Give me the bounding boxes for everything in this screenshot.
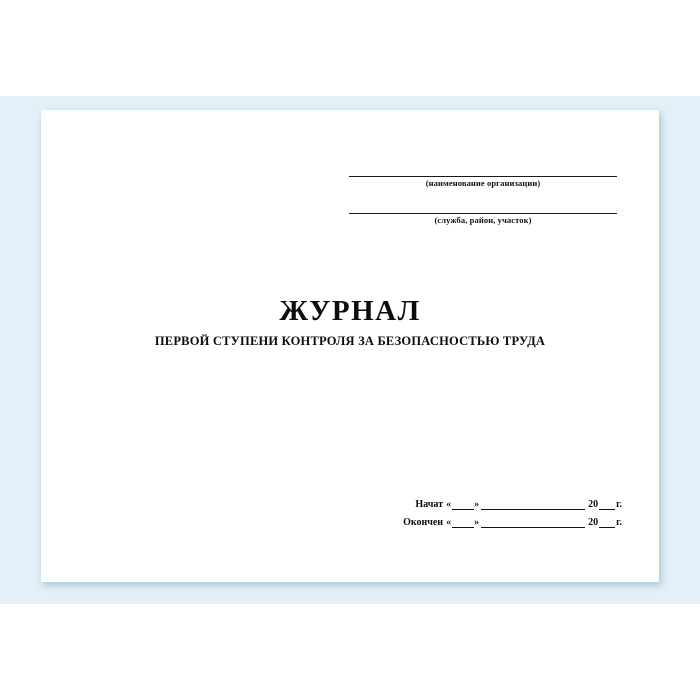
start-date-quote-close: »	[474, 499, 480, 510]
organization-name-caption: (наименование организации)	[425, 178, 541, 188]
finish-date-row	[362, 510, 622, 528]
organization-header-block	[349, 162, 617, 226]
title-block	[41, 295, 659, 349]
finish-date-day-field[interactable]	[452, 516, 474, 528]
start-date-year-suffix: г.	[616, 499, 622, 510]
document-sheet	[41, 110, 659, 582]
finish-date-year-suffix: г.	[616, 517, 622, 528]
start-date-day-field[interactable]	[452, 498, 474, 510]
unit-name-caption: (служба, район, участок)	[434, 215, 532, 225]
start-date-year-prefix: 20	[588, 499, 599, 510]
page-title: ЖУРНАЛ	[279, 295, 421, 327]
start-date-year-field[interactable]	[599, 498, 615, 510]
backdrop-top-band	[0, 0, 700, 96]
finish-date-year-field[interactable]	[599, 516, 615, 528]
start-date-label: Начат	[415, 499, 444, 510]
finish-date-month-field[interactable]	[481, 516, 585, 528]
organization-name-line[interactable]	[349, 162, 617, 177]
start-date-month-field[interactable]	[481, 498, 585, 510]
backdrop-bottom-band	[0, 604, 700, 700]
start-date-quote-open: «	[446, 499, 452, 510]
header-spacer	[349, 189, 617, 199]
finish-date-quote-close: »	[474, 517, 480, 528]
finish-date-quote-open: «	[446, 517, 452, 528]
dates-block	[362, 492, 622, 528]
finish-date-label: Окончен	[403, 517, 444, 528]
start-date-row	[362, 492, 622, 510]
page-subtitle: ПЕРВОЙ СТУПЕНИ КОНТРОЛЯ ЗА БЕЗОПАСНОСТЬЮ ТРУДА	[154, 334, 546, 348]
finish-date-year-prefix: 20	[588, 517, 599, 528]
unit-name-line[interactable]	[349, 199, 617, 214]
